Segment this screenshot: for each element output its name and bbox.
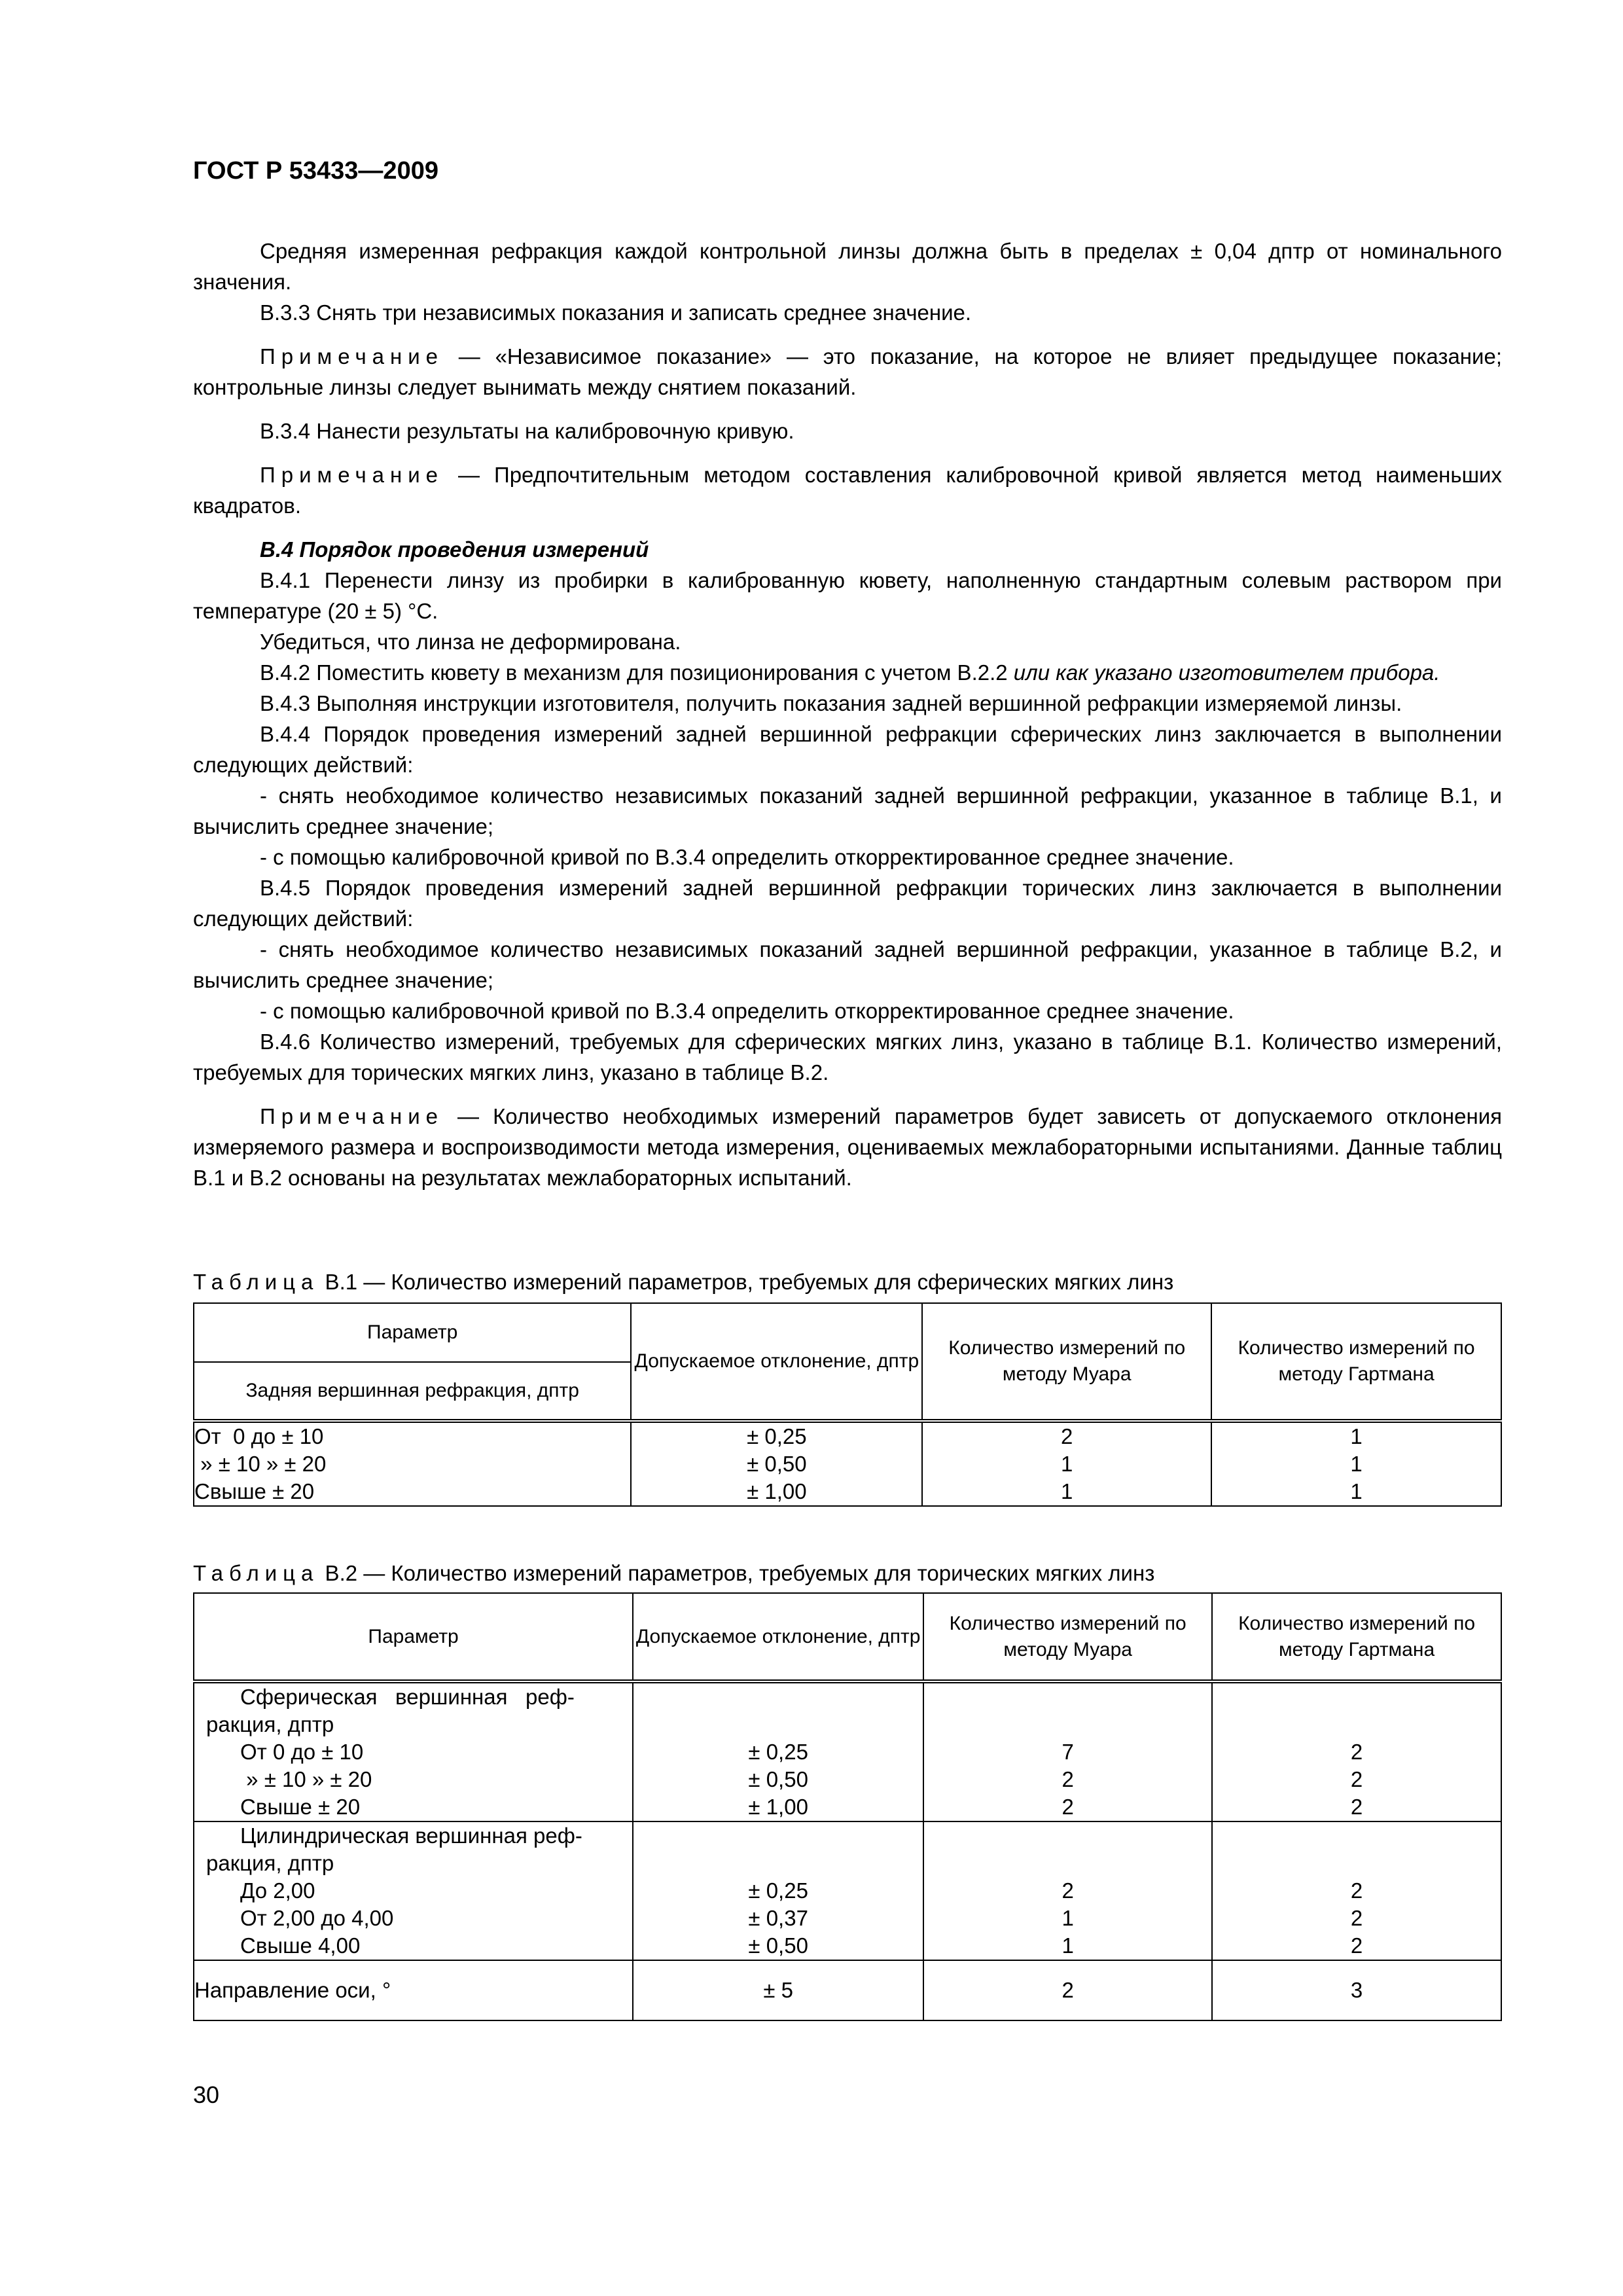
cell-line: ± 0,50: [748, 1767, 808, 1791]
cell-line: ± 0,37: [748, 1906, 808, 1930]
header-cell: Параметр: [194, 1593, 633, 1681]
paragraph: B.4.4 Порядок проведения измерений задней вершинной рефракции сферических линз заключается в выполнении следующих действий:: [193, 722, 1502, 777]
cell-line: От 0 до ± 10: [194, 1424, 324, 1448]
deviation-cell: [633, 1821, 923, 1960]
list-item: - с помощью калибровочной кривой по B.3.4 определить откорректированное среднее значение.: [260, 845, 1234, 869]
standard-header: ГОСТ Р 53433—2009: [193, 157, 438, 185]
table-b2: [193, 1592, 1502, 2021]
header-cell: Параметр: [194, 1303, 631, 1362]
table-caption: [193, 1561, 1154, 1586]
cell-line: От 2,00 до 4,00: [240, 1906, 394, 1930]
cell-line: Свыше ± 20: [240, 1795, 361, 1819]
param-cell: Направление оси, °: [194, 1960, 633, 2020]
paragraph: B.4.6 Количество измерений, требуемых для сферических мягких линз, указано в таблице B.1. Количество измерений, требуемых для торических мягких линз, указано в таблице B.2.: [193, 1030, 1502, 1085]
cell-line: ± 1,00: [748, 1795, 808, 1819]
cell-line: ± 0,50: [748, 1933, 808, 1958]
paragraph: B.3.3 Снять три независимых показания и записать среднее значение.: [260, 300, 972, 325]
section-heading: В.4 Порядок проведения измерений: [260, 537, 649, 562]
cell-line: 7: [1061, 1740, 1074, 1764]
moire-cell: [923, 1681, 1212, 1821]
note: [193, 1101, 1502, 1193]
cell-line: От 0 до ± 10: [240, 1740, 364, 1764]
cell-line: 2: [1061, 1878, 1074, 1903]
table-b1: [193, 1302, 1502, 1507]
param-cell: [194, 1821, 633, 1960]
cell-line: До 2,00: [240, 1878, 315, 1903]
cell-line: 1: [1061, 1933, 1074, 1958]
cell-line: 2: [1350, 1767, 1363, 1791]
cell-line: 2: [1350, 1795, 1363, 1819]
paragraph: [193, 657, 1502, 688]
cell-line: 1: [1061, 1906, 1074, 1930]
header-cell: Количество измерений по методу Муара: [923, 1593, 1212, 1681]
header-cell: Допускаемое отклонение, дптр: [633, 1593, 923, 1681]
table-caption-label: Таблица: [193, 1561, 319, 1585]
cell-line: 1: [1350, 1452, 1363, 1476]
cell-line: 2: [1350, 1878, 1363, 1903]
cell-line: Свыше ± 20: [194, 1479, 315, 1503]
deviation-cell: ± 5: [633, 1960, 923, 2020]
cell-line: 2: [1061, 1424, 1073, 1448]
param-cell: [194, 1681, 633, 1821]
cell-line: 1: [1061, 1452, 1073, 1476]
note-text: — «Независимое показание» — это показание, на которое не влияет предыдущее показание; контрольные линзы следует вынимать между снятием показаний.: [193, 344, 1502, 399]
cell-line: 1: [1061, 1479, 1073, 1503]
cell-line: » ± 10 » ± 20: [240, 1767, 372, 1791]
body-text: [193, 236, 1502, 1193]
note-label: Примечание: [260, 344, 444, 368]
group-title: Сферическая вершинная реф-: [240, 1685, 575, 1709]
note-label: Примечание: [260, 463, 444, 487]
cell-line: ± 1,00: [747, 1479, 807, 1503]
table-caption-text: B.2 — Количество измерений параметров, требуемых для торических мягких линз: [319, 1561, 1155, 1585]
header-cell: Количество измерений по методу Гартмана: [1212, 1593, 1501, 1681]
cell-line: 2: [1350, 1740, 1363, 1764]
cell-line: ± 0,50: [747, 1452, 807, 1476]
note: [193, 341, 1502, 403]
note: [193, 459, 1502, 521]
cell-line: 1: [1350, 1479, 1363, 1503]
param-cell: [194, 1421, 631, 1506]
hartmann-cell: 3: [1212, 1960, 1501, 2020]
list-item: - снять необходимое количество независимых показаний задней вершинной рефракции, указанное в таблице B.1, и вычислить среднее значение;: [193, 783, 1502, 838]
moire-cell: [923, 1821, 1212, 1960]
table-caption-label: Таблица: [193, 1270, 319, 1294]
cell-line: 1: [1350, 1424, 1363, 1448]
moire-cell: [922, 1421, 1211, 1506]
paragraph: B.3.4 Нанести результаты на калибровочную кривую.: [260, 419, 794, 443]
moire-cell: 2: [923, 1960, 1212, 2020]
paragraph: Убедиться, что линза не деформирована.: [260, 630, 681, 654]
group-title: ракция, дптр: [206, 1851, 334, 1875]
deviation-cell: [631, 1421, 922, 1506]
group-title: ракция, дптр: [206, 1712, 334, 1736]
note-label: Примечание: [260, 1104, 444, 1128]
paragraph-italic-text: или как указано изготовителем прибора.: [1013, 660, 1440, 685]
deviation-cell: [633, 1681, 923, 1821]
list-item: - с помощью калибровочной кривой по B.3.4 определить откорректированное среднее значение.: [260, 999, 1234, 1023]
cell-line: 2: [1061, 1767, 1074, 1791]
hartmann-cell: [1212, 1681, 1501, 1821]
hartmann-cell: [1212, 1821, 1501, 1960]
group-title: Цилиндрическая вершинная реф-: [240, 1823, 582, 1848]
cell-line: 2: [1061, 1795, 1074, 1819]
note-text: — Предпочтительным методом составления калибровочной кривой является метод наименьших квадратов.: [193, 463, 1502, 518]
header-cell: Задняя вершинная рефракция, дптр: [194, 1362, 631, 1421]
list-item: - снять необходимое количество независимых показаний задней вершинной рефракции, указанное в таблице B.2, и вычислить среднее значение;: [193, 937, 1502, 992]
paragraph: Средняя измеренная рефракция каждой контрольной линзы должна быть в пределах ± 0,04 дптр от номинального значения.: [193, 239, 1502, 294]
paragraph-text: B.4.2 Поместить кювету в механизм для позиционирования с учетом B.2.2: [260, 660, 1014, 685]
header-cell: Количество измерений по методу Гартмана: [1211, 1303, 1501, 1421]
cell-line: 2: [1350, 1933, 1363, 1958]
cell-line: Свыше 4,00: [240, 1933, 361, 1958]
cell-line: » ± 10 » ± 20: [194, 1452, 327, 1476]
note-text: — Количество необходимых измерений параметров будет зависеть от допускаемого отклонения измеряемого размера и воспроизводимости метода измерения, оцениваемых межлабораторными испытаниями. Данные таблиц B.1 и B.2 основаны на результатах межлабораторных испытаний.: [193, 1104, 1502, 1190]
paragraph: B.4.5 Порядок проведения измерений задней вершинной рефракции торических линз заключается в выполнении следующих действий:: [193, 876, 1502, 931]
cell-line: 2: [1350, 1906, 1363, 1930]
paragraph: B.4.1 Перенести линзу из пробирки в калиброванную кювету, наполненную стандартным солевым раствором при температуре (20 ± 5) °С.: [193, 568, 1502, 623]
page-number: 30: [193, 2081, 220, 2108]
cell-line: ± 0,25: [747, 1424, 807, 1448]
header-cell: Количество измерений по методу Муара: [922, 1303, 1211, 1421]
header-cell: Допускаемое отклонение, дптр: [631, 1303, 922, 1421]
hartmann-cell: [1211, 1421, 1501, 1506]
cell-line: ± 0,25: [748, 1878, 808, 1903]
table-caption: [193, 1270, 1173, 1295]
table-caption-text: B.1 — Количество измерений параметров, требуемых для сферических мягких линз: [319, 1270, 1174, 1294]
cell-line: ± 0,25: [748, 1740, 808, 1764]
paragraph: B.4.3 Выполняя инструкции изготовителя, получить показания задней вершинной рефракции измеряемой линзы.: [260, 691, 1402, 715]
